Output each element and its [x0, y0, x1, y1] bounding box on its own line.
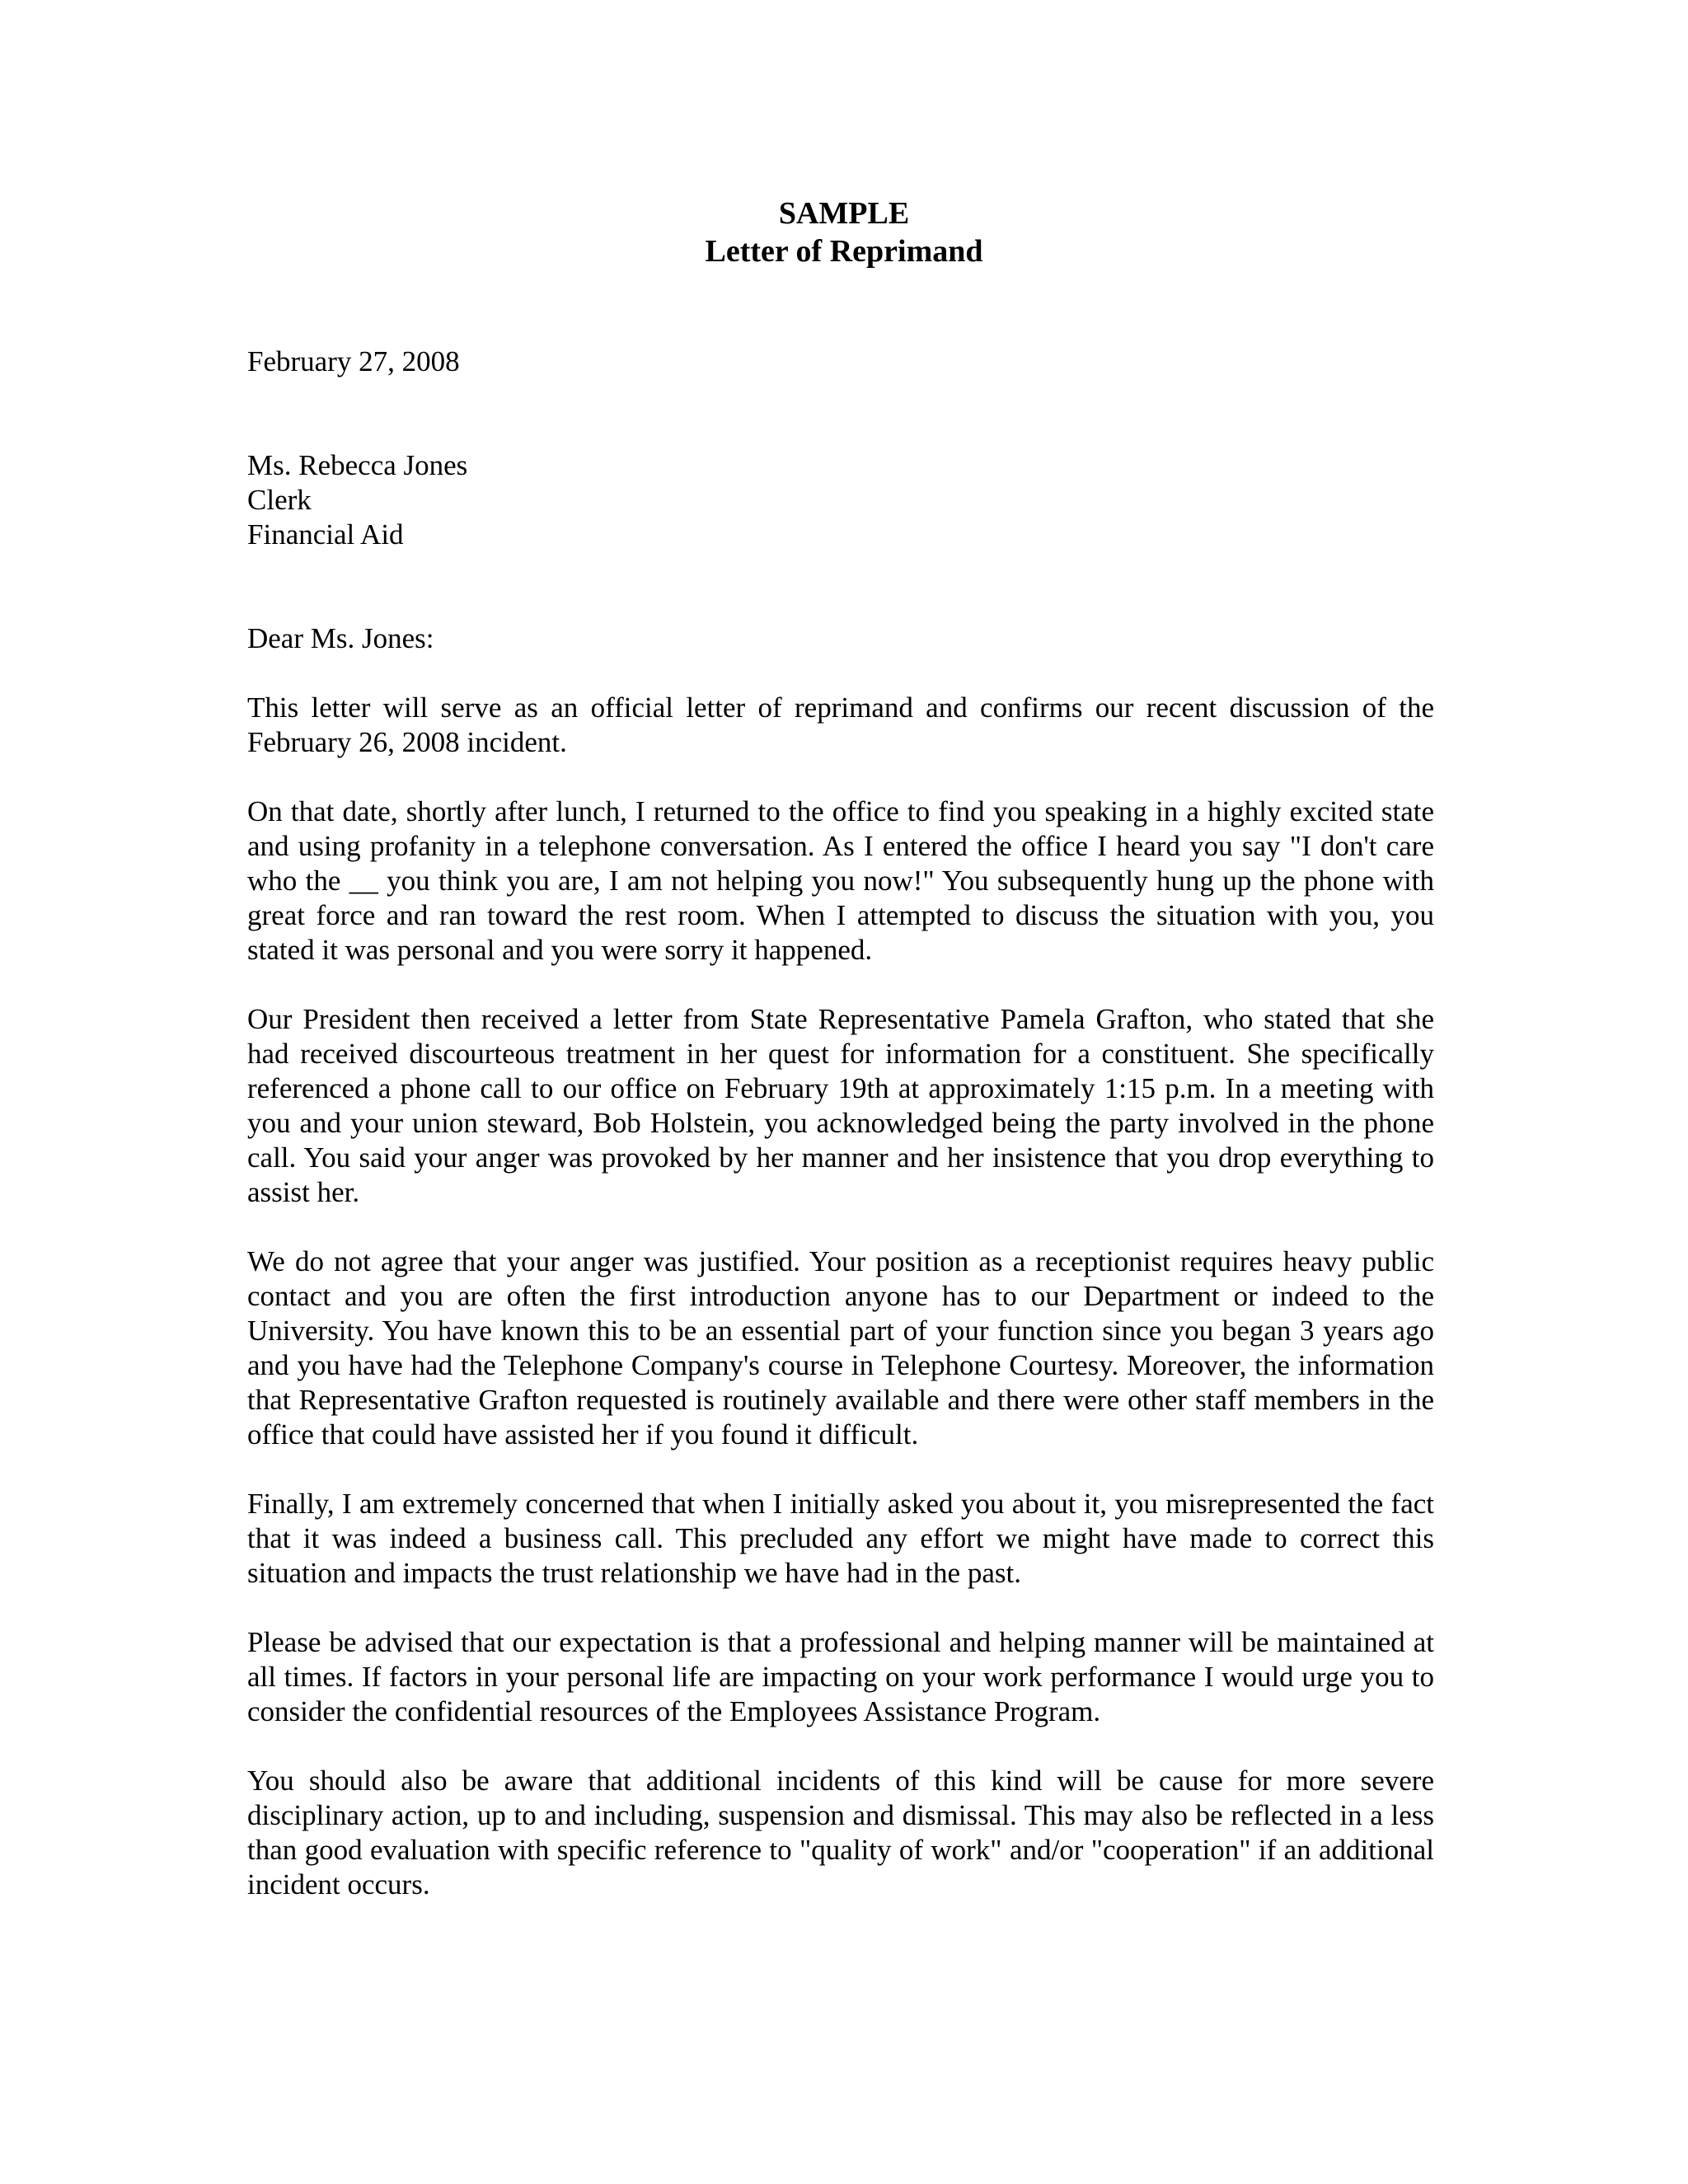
letter-body — [247, 344, 1434, 1902]
recipient-title: Clerk — [247, 484, 312, 516]
paragraph-complaint: Our President then received a letter from State Representative Pamela Grafton, who stated that she had received discourteous treatment in her quest for information for a constituent. She specifically referenced a phone call to our office on February 19th at approximately 1:15 p.m. In a meeting with you and your union steward, Bob Holstein, you acknowledged being the party involved in the phone call. You said your anger was provoked by her manner and her insistence that you drop everything to assist her. — [247, 1003, 1434, 1208]
document-title: SAMPLE — [778, 196, 910, 231]
recipient-department: Financial Aid — [247, 518, 404, 551]
paragraph-intro: This letter will serve as an official letter of reprimand and confirms our recent discussion of the February 26, 2008 incident. — [247, 691, 1434, 758]
paragraph-expectation: Please be advised that our expectation is that a professional and helping manner will be maintained at all times. If factors in your personal life are impacting on your work performance I would urge you to consider the confidential resources of the Employees Assistance Program. — [247, 1626, 1434, 1727]
paragraph-concern: Finally, I am extremely concerned that when I initially asked you about it, you misrepresented the fact that it was indeed a business call. This precluded any effort we might have made to correct this situation and impacts the trust relationship we have had in the past. — [247, 1488, 1434, 1589]
recipient-address — [247, 448, 1434, 552]
document-title-block — [0, 194, 1688, 270]
recipient-name: Ms. Rebecca Jones — [247, 449, 468, 481]
letter-date: February 27, 2008 — [247, 345, 460, 377]
salutation: Dear Ms. Jones: — [247, 622, 434, 654]
document-subtitle: Letter of Reprimand — [705, 234, 983, 269]
paragraph-incident: On that date, shortly after lunch, I returned to the office to find you speaking in a highly excited state and using profanity in a telephone conversation. As I entered the office I heard you say "I don't care who the __ you think you are, I am not helping you now!" You subsequently hung up the phone with great force and ran toward the rest room. When I attempted to discuss the situation with you, you stated it was personal and you were sorry it happened. — [247, 795, 1434, 966]
paragraph-position: We do not agree that your anger was justified. Your position as a receptionist requires heavy public contact and you are often the first introduction anyone has to our Department or indeed to the University. You have known this to be an essential part of your function since you began 3 years ago and you have had the Telephone Company's course in Telephone Courtesy. Moreover, the information that Representative Grafton requested is routinely available and there were other staff members in the office that could have assisted her if you found it difficult. — [247, 1245, 1434, 1451]
paragraph-warning: You should also be aware that additional incidents of this kind will be cause for more severe disciplinary action, up to and including, suspension and dismissal. This may also be reflected in a less than good evaluation with specific reference to "quality of work" and/or "cooperation" if an additional incident occurs. — [247, 1765, 1434, 1900]
